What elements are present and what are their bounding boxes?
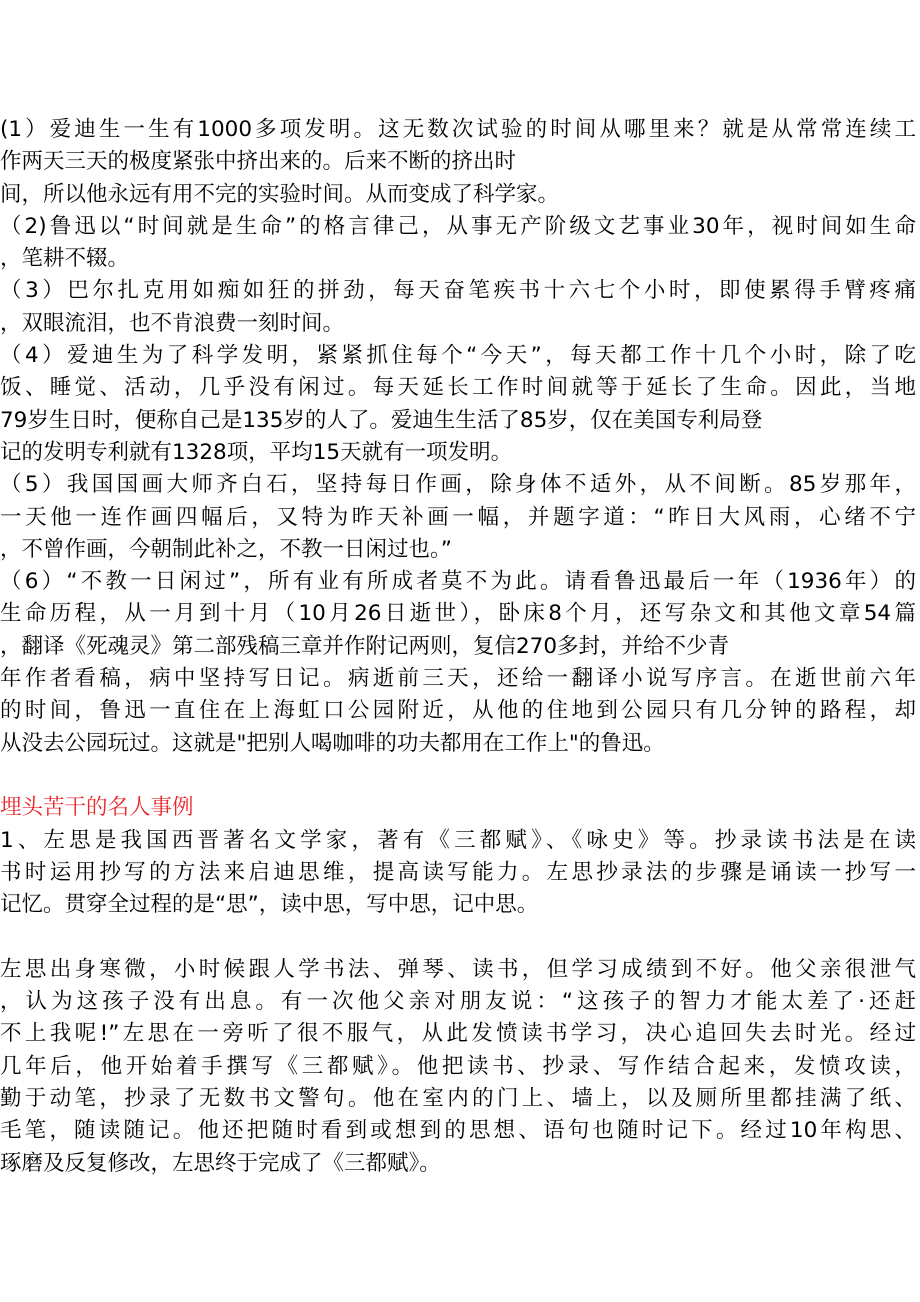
- text-line: （5）我国国画大师齐白石，坚持每日作画，除身体不适外，从不间断。85岁那年，: [0, 472, 916, 498]
- paragraph-luxun-6: [0, 566, 916, 760]
- paragraph-zuosi-intro: [0, 825, 916, 922]
- text-line: 生命历程，从一月到十月（10月26日逝世），卧床8个月，还写杂文和其他文章54篇: [0, 601, 916, 627]
- text-line: 79岁生日时，便称自己是135岁的人了。爱迪生生活了85岁，仅在美国专利局登: [0, 407, 763, 433]
- paragraph-qibaishi-5: [0, 469, 916, 566]
- text-line: (1）爱迪生一生有1000多项发明。这无数次试验的时间从哪里来？就是从常常连续工: [0, 117, 916, 142]
- text-line: 一天他一连作画四幅后，又特为昨天补画一幅，并题字道：“昨日大风雨，心绪不宁: [0, 504, 916, 530]
- text-line: 作两天三天的极度紧张中挤出来的。后来不断的挤出时: [0, 149, 517, 175]
- text-line: 的时间，鲁迅一直住在上海虹口公园附近，从他的住地到公园只有几分钟的路程，却: [0, 698, 916, 724]
- text-line: 勤于动笔，抄录了无数书文警句。他在室内的门上、墙上，以及厕所里都挂满了纸、: [0, 1085, 916, 1111]
- text-line: 间，所以他永远有用不完的实验时间。从而变成了科学家。: [0, 181, 560, 207]
- paragraph-balzac-3: [0, 275, 916, 340]
- blank-line: [0, 760, 916, 792]
- blank-line: [0, 921, 916, 953]
- text-line: 记的发明专利就有1328项，平均15天就有一项发明。: [0, 439, 513, 465]
- text-line: 1、左思是我国西晋著名文学家，著有《三都赋》、《咏史》等。抄录读书法是在读: [0, 827, 916, 853]
- paragraph-luxun-2: [0, 211, 916, 276]
- text-line: ，双眼流泪，也不肯浪费一刻时间。: [0, 310, 345, 336]
- text-line: 从没去公园玩过。这就是"把别人喝咖啡的功夫都用在工作上"的鲁迅。: [0, 730, 665, 756]
- section-title: 埋头苦干的名人事例: [0, 795, 194, 821]
- section-heading: [0, 792, 916, 824]
- text-line: （4）爱迪生为了科学发明，紧紧抓住每个“今天”，每天都工作十几个小时，除了吃: [0, 343, 916, 369]
- text-line: 琢磨及反复修改，左思终于完成了《三都赋》。: [0, 1150, 441, 1176]
- text-line: 书时运用抄写的方法来启迪思维，提高读写能力。左思抄录法的步骤是诵读一抄写一: [0, 859, 916, 885]
- text-line: 左思出身寒微，小时候跟人学书法、弹琴、读书，但学习成绩到不好。他父亲很泄气: [0, 956, 916, 982]
- text-line: 饭、睡觉、活动，几乎没有闲过。每天延长工作时间就等于延长了生命。因此，当地: [0, 375, 916, 401]
- text-line: （3）巴尔扎克用如痴如狂的拼劲，每天奋笔疾书十六七个小时，即使累得手臂疼痛: [0, 278, 916, 304]
- text-line: 年作者看稿，病中坚持写日记。病逝前三天，还给一翻译小说写序言。在逝世前六年: [0, 666, 916, 692]
- text-line: 记忆。贯穿全过程的是“思”，读中思，写中思，记中思。: [0, 892, 539, 918]
- text-line: （2)鲁迅以“时间就是生命”的格言律己，从事无产阶级文艺事业30年，视时间如生命: [0, 213, 916, 239]
- text-line: 不上我呢!”左思在一旁听了很不服气，从此发愤读书学习，决心追回失去时光。经过: [0, 1021, 916, 1047]
- text-line: 几年后，他开始着手撰写《三都赋》。他把读书、抄录、写作结合起来，发愤攻读，: [0, 1053, 916, 1079]
- text-line: ，笔耕不辍。: [0, 246, 130, 272]
- text-line: ，认为这孩子没有出息。有一次他父亲对朋友说：“这孩子的智力才能太差了·还赶: [0, 989, 916, 1015]
- paragraph-zuosi-story: [0, 954, 916, 1180]
- paragraph-edison-4: [0, 340, 916, 469]
- text-line: ，翻译《死魂灵》第二部残稿三章并作附记两则，复信270多封，并给不少青: [0, 633, 730, 659]
- text-line: ，不曾作画，今朝制此补之，不教一日闲过也。”: [0, 536, 452, 562]
- text-line: 毛笔，随读随记。他还把随时看到或想到的思想、语句也随时记下。经过10年构思、: [0, 1118, 916, 1144]
- document-page: [0, 114, 916, 1180]
- paragraph-edison-1: [0, 114, 916, 211]
- text-line: （6）“不教一日闲过”，所有业有所成者莫不为此。请看鲁迅最后一年（1936年）的: [0, 569, 916, 595]
